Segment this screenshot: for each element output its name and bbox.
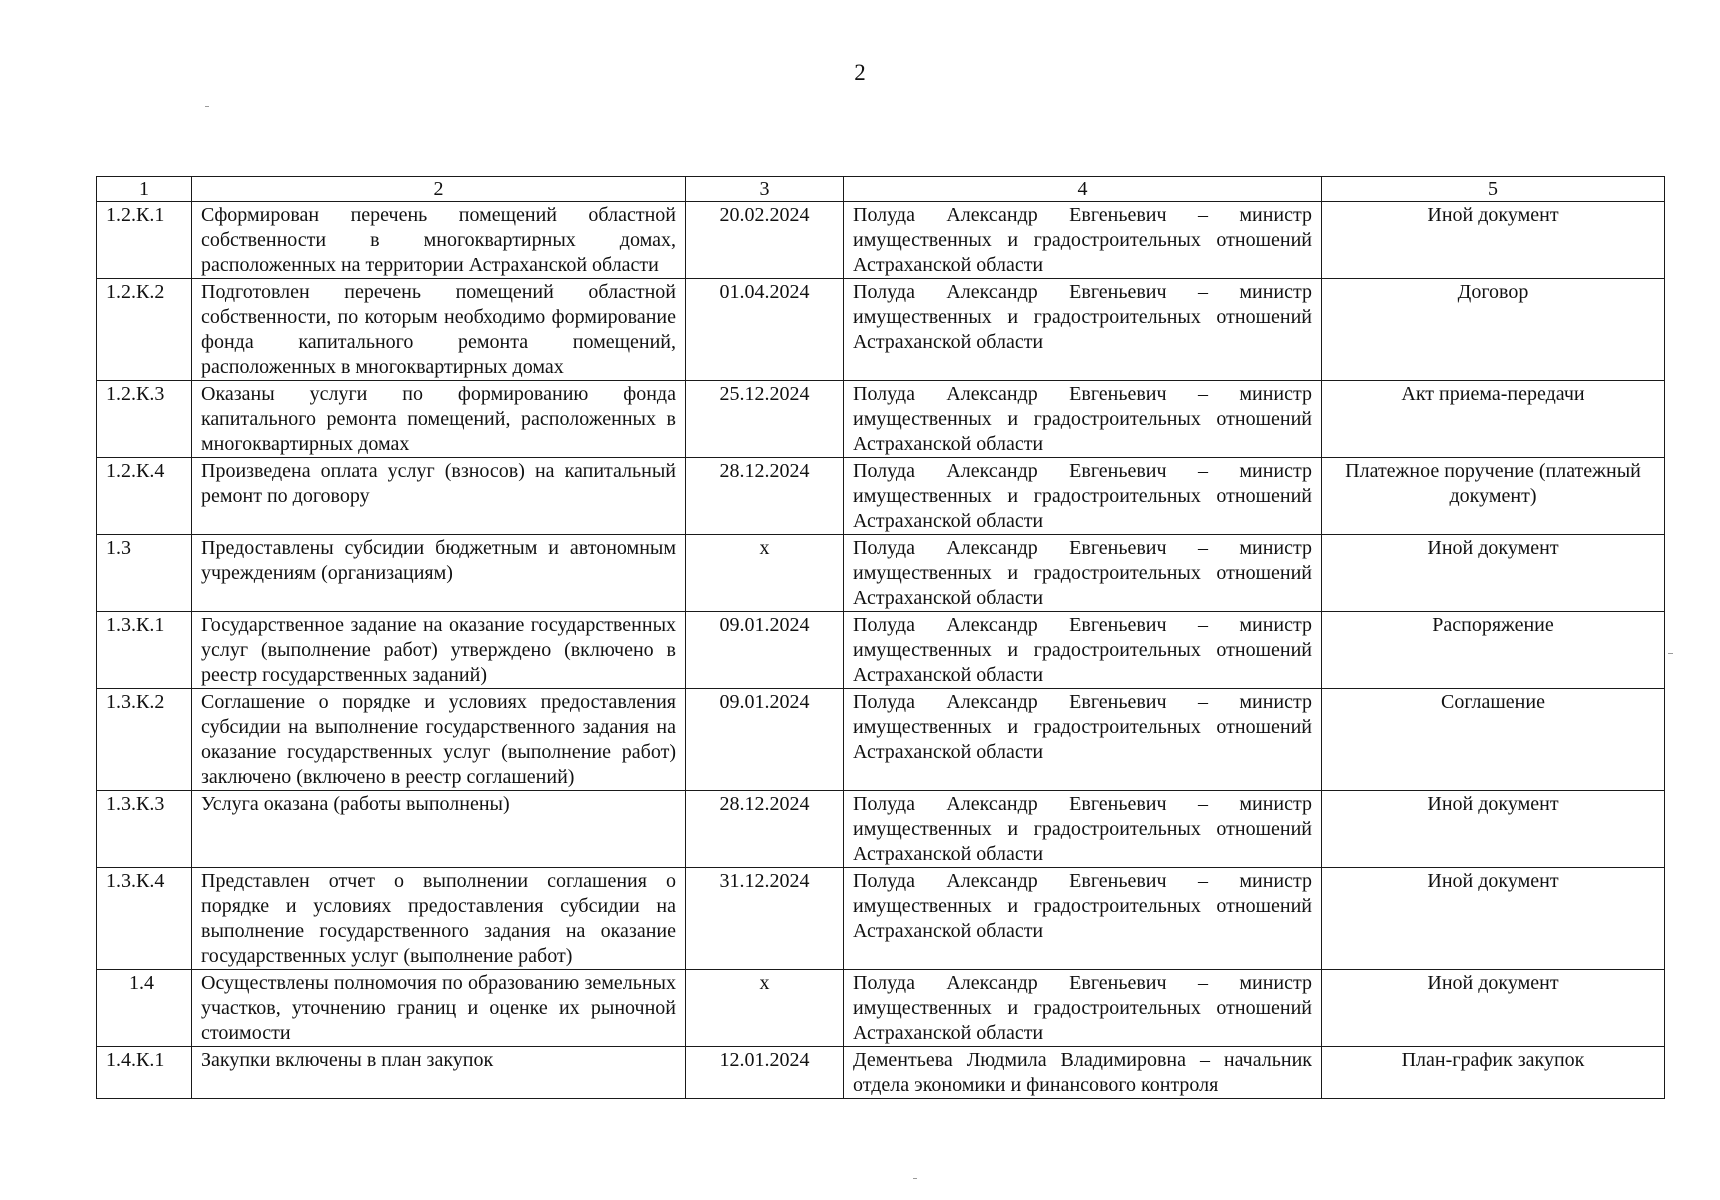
row-document: Иной документ xyxy=(1322,970,1665,1047)
table-row xyxy=(97,458,1665,535)
row-code: 1.3.К.2 xyxy=(97,689,192,791)
column-header-5: 5 xyxy=(1322,177,1665,202)
row-document: Платежное поручение (платежный документ) xyxy=(1322,458,1665,535)
row-document: Иной документ xyxy=(1322,202,1665,279)
row-date: 09.01.2024 xyxy=(686,612,844,689)
row-code: 1.4.К.1 xyxy=(97,1047,192,1099)
row-code: 1.2.К.2 xyxy=(97,279,192,381)
row-responsible: Полуда Александр Евгеньевич – министр имущественных и градостроительных отношений Астраханской области xyxy=(844,689,1322,791)
row-document: Договор xyxy=(1322,279,1665,381)
row-description: Услуга оказана (работы выполнены) xyxy=(192,791,686,868)
table-row xyxy=(97,202,1665,279)
row-description: Оказаны услуги по формированию фонда капитального ремонта помещений, расположенных в многоквартирных домах xyxy=(192,381,686,458)
row-description: Сформирован перечень помещений областной собственности в многоквартирных домах, расположенных на территории Астраханской области xyxy=(192,202,686,279)
row-date: 09.01.2024 xyxy=(686,689,844,791)
table-row xyxy=(97,1047,1665,1099)
table-row xyxy=(97,970,1665,1047)
column-header-1: 1 xyxy=(97,177,192,202)
table-row xyxy=(97,868,1665,970)
row-date: 12.01.2024 xyxy=(686,1047,844,1099)
table-row xyxy=(97,689,1665,791)
row-responsible: Полуда Александр Евгеньевич – министр имущественных и градостроительных отношений Астраханской области xyxy=(844,970,1322,1047)
scan-speck xyxy=(1668,653,1673,654)
row-code: 1.3.К.3 xyxy=(97,791,192,868)
scan-speck xyxy=(913,1178,917,1179)
row-document: Иной документ xyxy=(1322,535,1665,612)
row-code: 1.2.К.3 xyxy=(97,381,192,458)
row-responsible: Полуда Александр Евгеньевич – министр имущественных и градостроительных отношений Астраханской области xyxy=(844,535,1322,612)
row-code: 1.2.К.1 xyxy=(97,202,192,279)
row-document: Распоряжение xyxy=(1322,612,1665,689)
row-responsible: Полуда Александр Евгеньевич – министр имущественных и градостроительных отношений Астраханской области xyxy=(844,612,1322,689)
table-row xyxy=(97,279,1665,381)
row-responsible: Полуда Александр Евгеньевич – министр имущественных и градостроительных отношений Астраханской области xyxy=(844,868,1322,970)
row-responsible: Полуда Александр Евгеньевич – министр имущественных и градостроительных отношений Астраханской области xyxy=(844,279,1322,381)
row-code: 1.3.К.4 xyxy=(97,868,192,970)
row-date: 20.02.2024 xyxy=(686,202,844,279)
page-number: 2 xyxy=(854,60,866,85)
row-code: 1.2.К.4 xyxy=(97,458,192,535)
row-document: Акт приема-передачи xyxy=(1322,381,1665,458)
row-date: 28.12.2024 xyxy=(686,458,844,535)
column-header-3: 3 xyxy=(686,177,844,202)
row-responsible: Полуда Александр Евгеньевич – министр имущественных и градостроительных отношений Астраханской области xyxy=(844,458,1322,535)
row-description: Государственное задание на оказание государственных услуг (выполнение работ) утверждено (включено в реестр государственных заданий) xyxy=(192,612,686,689)
row-responsible: Полуда Александр Евгеньевич – министр имущественных и градостроительных отношений Астраханской области xyxy=(844,791,1322,868)
row-description: Представлен отчет о выполнении соглашения о порядке и условиях предоставления субсидии на выполнение государственного задания на оказание государственных услуг (выполнение работ) xyxy=(192,868,686,970)
scan-speck xyxy=(205,106,209,107)
row-description: Произведена оплата услуг (взносов) на капитальный ремонт по договору xyxy=(192,458,686,535)
row-date: 01.04.2024 xyxy=(686,279,844,381)
column-header-4: 4 xyxy=(844,177,1322,202)
row-date: х xyxy=(686,970,844,1047)
row-code: 1.3 xyxy=(97,535,192,612)
row-document: Иной документ xyxy=(1322,868,1665,970)
row-document: Иной документ xyxy=(1322,791,1665,868)
row-description: Предоставлены субсидии бюджетным и автономным учреждениям (организациям) xyxy=(192,535,686,612)
table-header-row xyxy=(97,177,1665,202)
row-description: Закупки включены в план закупок xyxy=(192,1047,686,1099)
row-date: 25.12.2024 xyxy=(686,381,844,458)
row-date: х xyxy=(686,535,844,612)
control-points-table xyxy=(96,176,1665,1099)
row-description: Осуществлены полномочия по образованию земельных участков, уточнению границ и оценке их рыночной стоимости xyxy=(192,970,686,1047)
row-description: Подготовлен перечень помещений областной собственности, по которым необходимо формирование фонда капитального ремонта помещений, расположенных в многоквартирных домах xyxy=(192,279,686,381)
row-responsible: Дементьева Людмила Владимировна – начальник отдела экономики и финансового контроля xyxy=(844,1047,1322,1099)
row-document: План-график закупок xyxy=(1322,1047,1665,1099)
row-code: 1.3.К.1 xyxy=(97,612,192,689)
row-code: 1.4 xyxy=(97,970,192,1047)
row-document: Соглашение xyxy=(1322,689,1665,791)
row-description: Соглашение о порядке и условиях предоставления субсидии на выполнение государственного задания на оказание государственных услуг (выполнение работ) заключено (включено в реестр соглашений) xyxy=(192,689,686,791)
table-row xyxy=(97,791,1665,868)
table-row xyxy=(97,535,1665,612)
row-date: 31.12.2024 xyxy=(686,868,844,970)
column-header-2: 2 xyxy=(192,177,686,202)
table-row xyxy=(97,612,1665,689)
row-date: 28.12.2024 xyxy=(686,791,844,868)
row-responsible: Полуда Александр Евгеньевич – министр имущественных и градостроительных отношений Астраханской области xyxy=(844,381,1322,458)
table-row xyxy=(97,381,1665,458)
row-responsible: Полуда Александр Евгеньевич – министр имущественных и градостроительных отношений Астраханской области xyxy=(844,202,1322,279)
